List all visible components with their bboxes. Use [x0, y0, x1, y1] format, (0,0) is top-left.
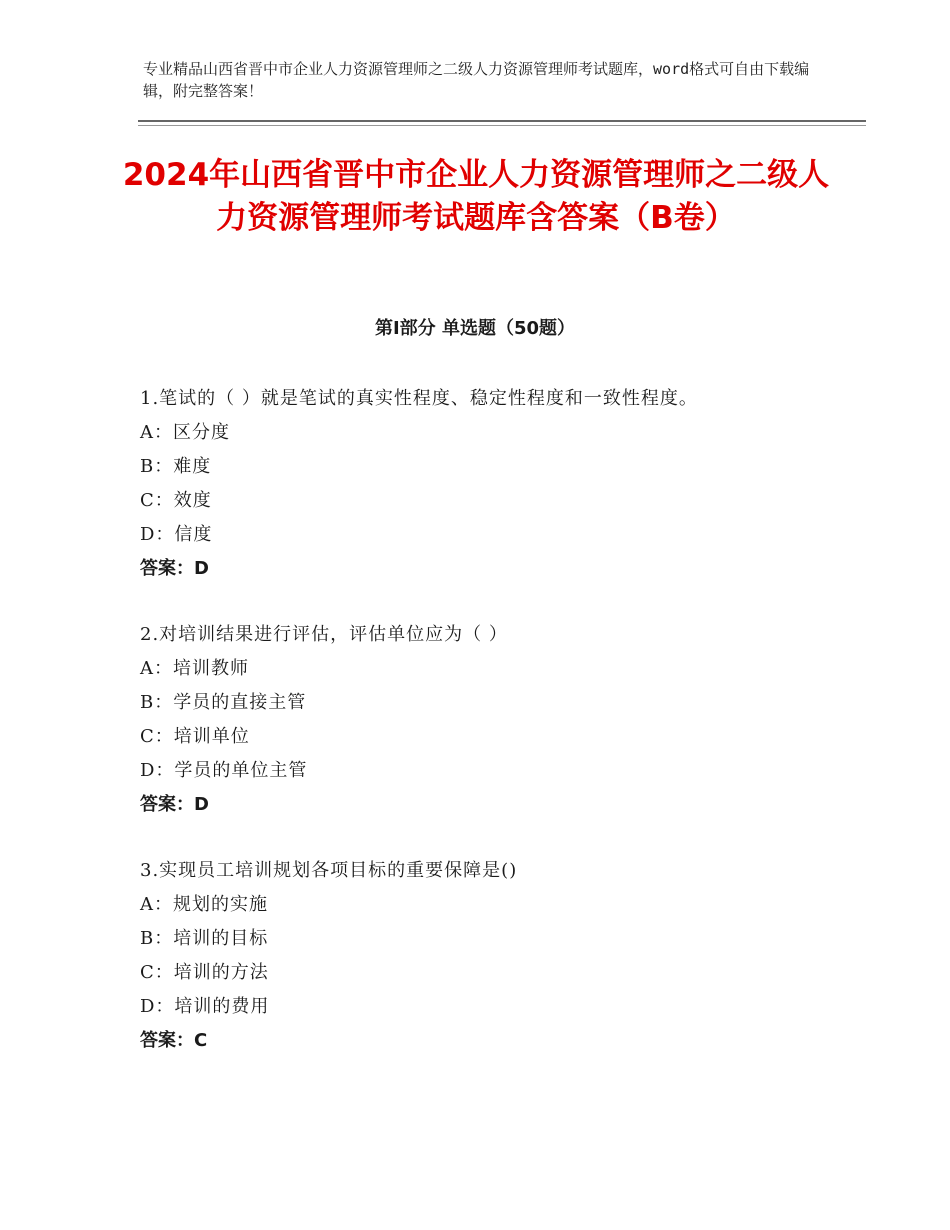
option-c: C：效度: [140, 490, 212, 511]
option-d: D：学员的单位主管: [140, 760, 308, 781]
answer-label: 答案：D: [140, 794, 209, 815]
answer-label: 答案：C: [140, 1030, 208, 1051]
header-divider-thin: [138, 125, 866, 126]
header-divider: [138, 120, 866, 122]
option-a: A：区分度: [140, 422, 230, 443]
question-list: [140, 382, 820, 1090]
answer-label: 答案：D: [140, 558, 209, 579]
question-1: [140, 382, 820, 586]
option-b: B：培训的目标: [140, 928, 269, 949]
option-d: D：信度: [140, 524, 213, 545]
document-title: 2024年山西省晋中市企业人力资源管理师之二级人力资源管理师考试题库含答案（B卷）: [122, 157, 830, 236]
option-b: B：学员的直接主管: [140, 692, 307, 713]
question-2: [140, 618, 820, 822]
option-a: A：规划的实施: [140, 894, 268, 915]
section-heading: 第Ⅰ部分 单选题（50题）: [374, 318, 575, 339]
header-note: 专业精品山西省晋中市企业人力资源管理师之二级人力资源管理师考试题库，word格式可自由下载编辑，附完整答案！: [143, 60, 810, 100]
question-stem: 3.实现员工培训规划各项目标的重要保障是(): [140, 860, 518, 881]
option-c: C：培训的方法: [140, 962, 269, 983]
option-b: B：难度: [140, 456, 212, 477]
question-stem: 2.对培训结果进行评估，评估单位应为（ ）: [140, 624, 508, 645]
option-c: C：培训单位: [140, 726, 250, 747]
option-a: A：培训教师: [140, 658, 249, 679]
option-d: D：培训的费用: [140, 996, 270, 1017]
question-stem: 1.笔试的（ ）就是笔试的真实性程度、稳定性程度和一致性程度。: [140, 388, 698, 409]
question-3: [140, 854, 820, 1058]
